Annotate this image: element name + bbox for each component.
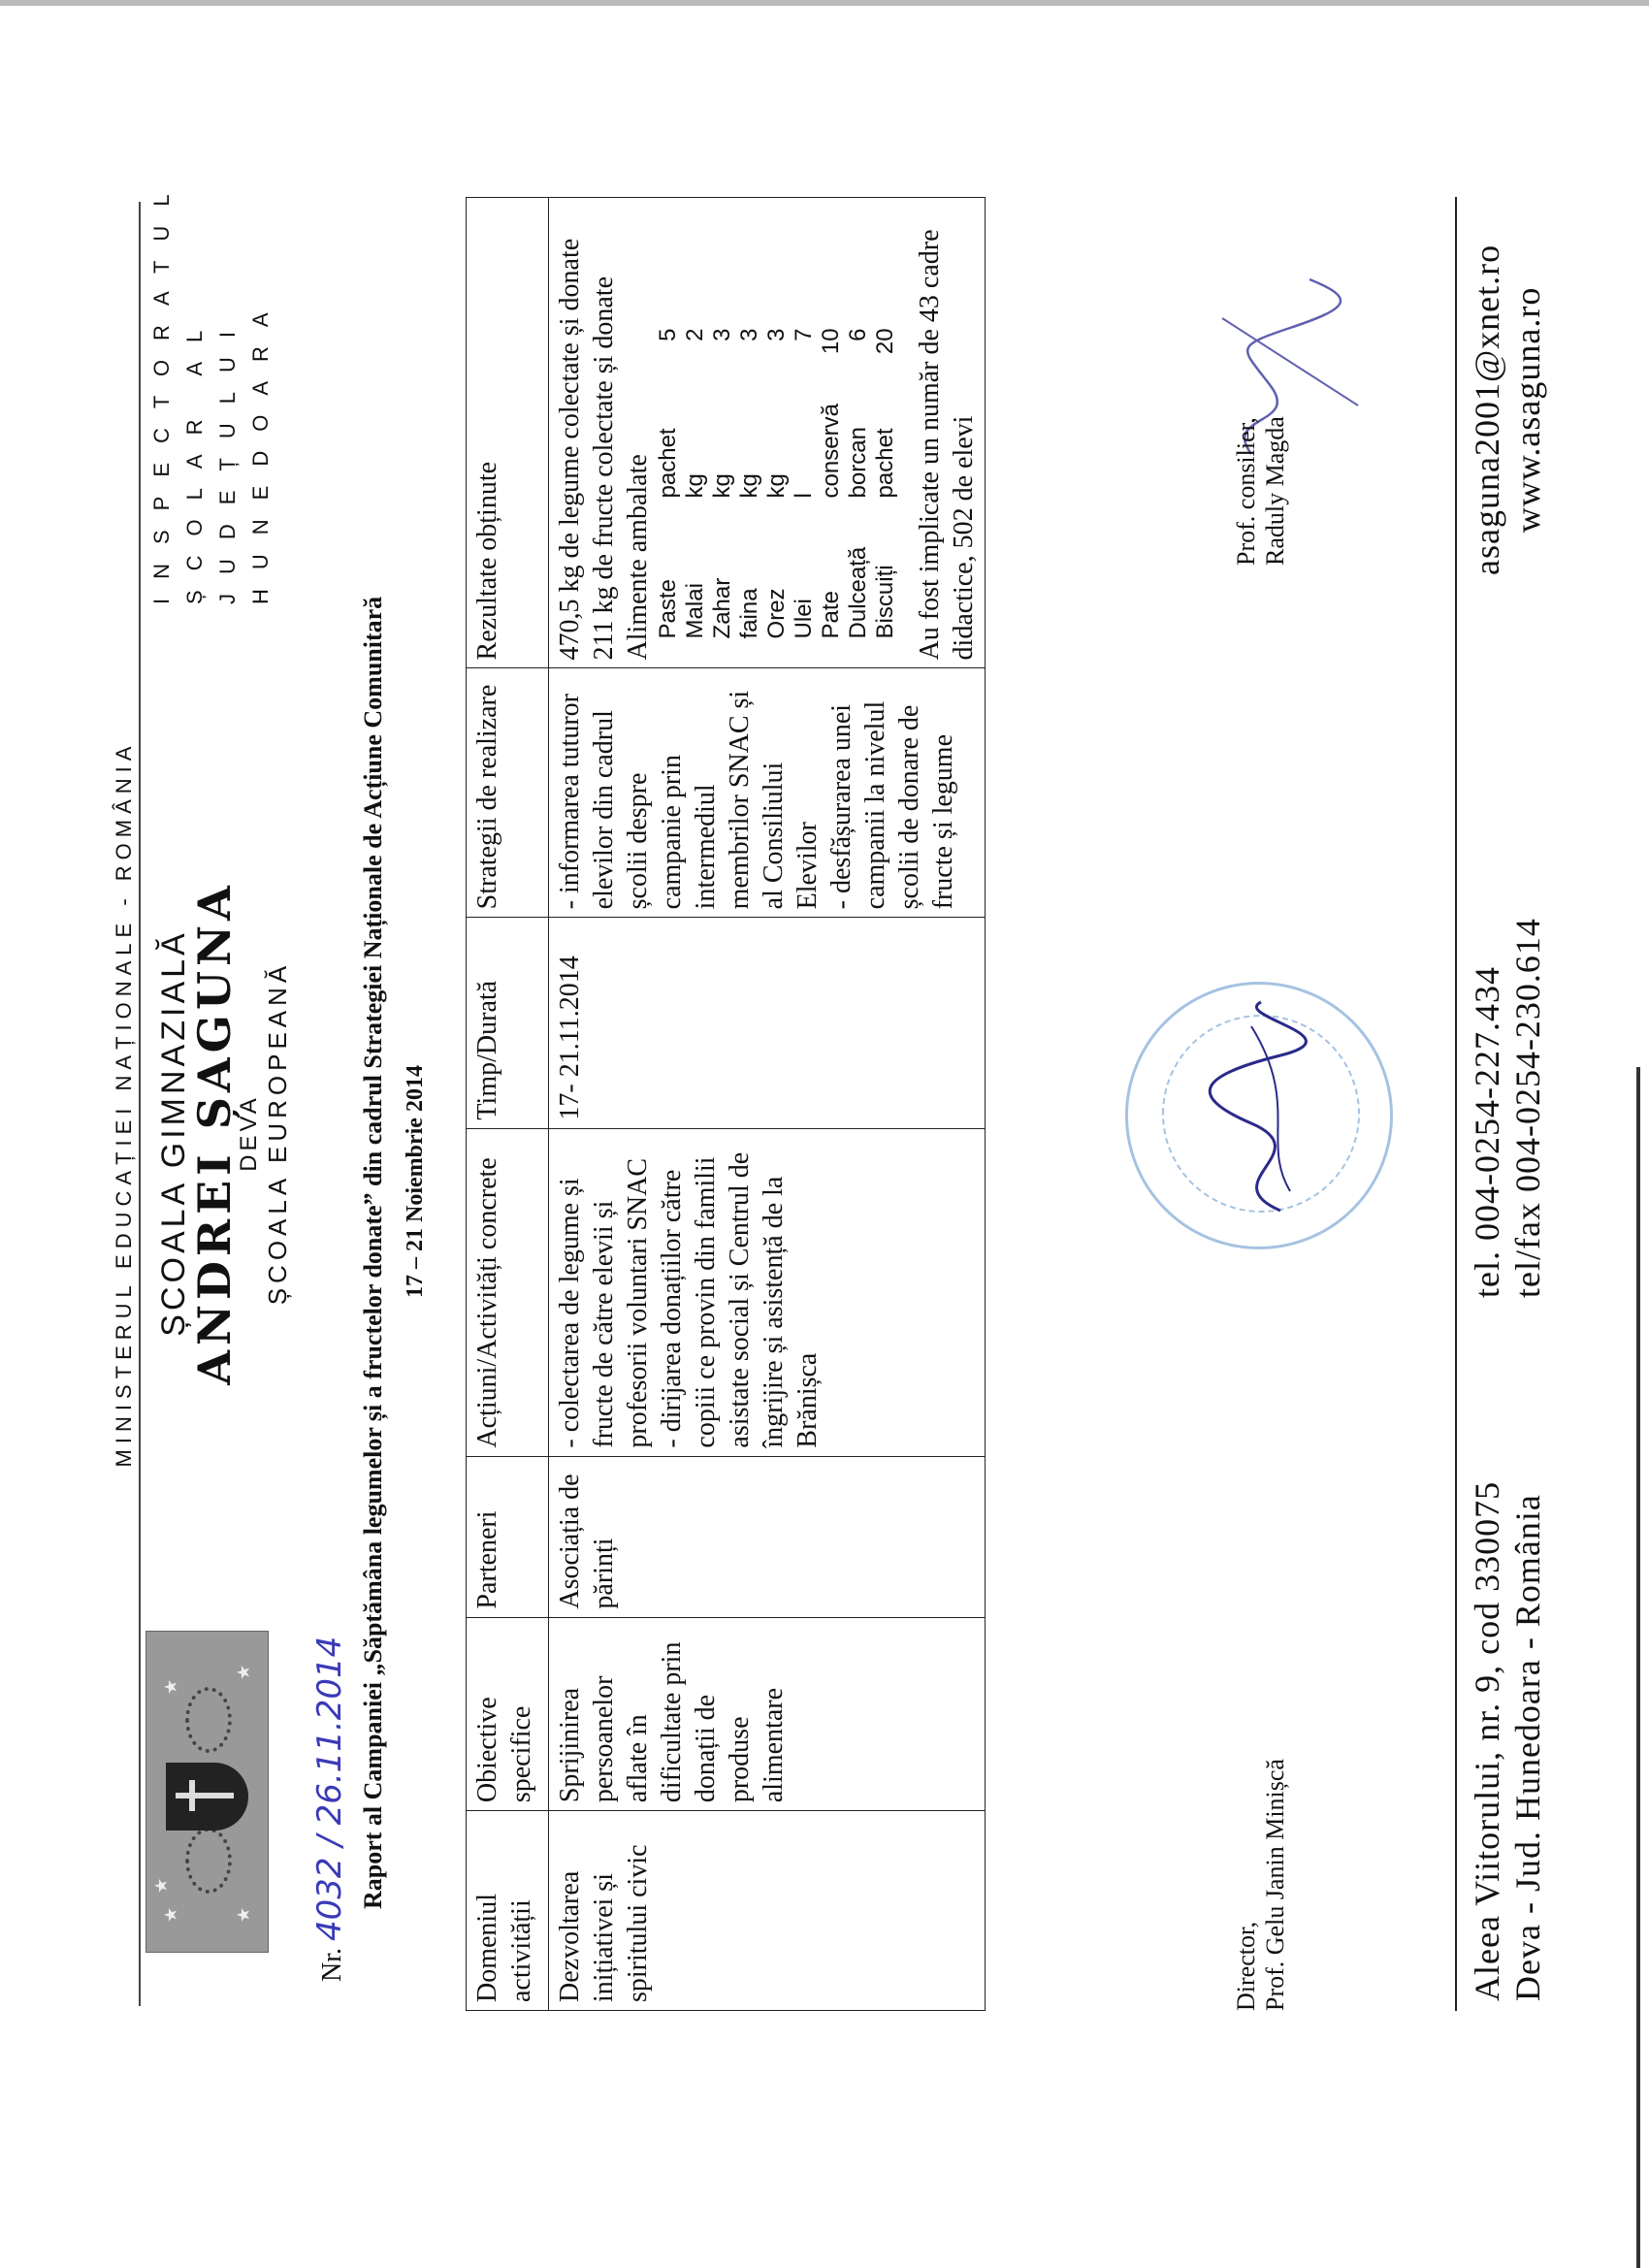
cell-parteneri: Asociația de părinți — [549, 1456, 986, 1617]
footer-website: www.asaguna.ro — [1508, 286, 1547, 534]
ministry-header: MINISTERUL EDUCAȚIEI NAȚIONALE - ROMÂNIA — [112, 202, 141, 2006]
footer-contact — [1467, 244, 1548, 575]
col-header: Domeniul activității — [467, 1811, 549, 2011]
cell-rezultate: 470,5 kg de legume colectate și donate 211 kg de fructe colectate și donate Alimente ambalate Paste pachet 5 Malai kg 2 Zahar kg 3 faina kg 3 Orez kg 3 Ulei l 7 Pate conservă 10 Dulceață borcan 6 Biscuiți pachet 20 Au fost implicate un număr de 43 cadre didactice, 502 de elevi — [549, 198, 986, 668]
star-icon: ★ — [151, 1877, 171, 1894]
footer-address: Aleea Viitorului, nr. 9, cod 330075 Deva - Jud. Hunedoara - România — [1468, 1480, 1547, 2001]
school-type: ȘCOALA GIMNAZIALĂ — [155, 929, 192, 1337]
school-tagline: ȘCOALA EUROPEANĂ — [263, 960, 292, 1306]
cross-icon — [176, 1793, 234, 1798]
col-header: Obiective specifice — [467, 1617, 549, 1811]
star-icon: ★ — [234, 1906, 253, 1923]
col-header: Timp/Durată — [467, 918, 549, 1128]
col-header: Acțiuni/Activități concrete — [467, 1128, 549, 1456]
school-city: DEVA — [236, 1094, 262, 1172]
cell-obiective: Sprijinirea persoanelor aflate în dificultate prin donații de produse alimentare — [549, 1617, 986, 1811]
footer-divider — [1455, 197, 1457, 2011]
laurel-icon — [185, 1828, 232, 1894]
participants-summary: Au fost implicate un număr de 43 cadre didactice, 502 de elevi — [915, 229, 979, 661]
food-items-list: Paste pachet 5 Malai kg 2 Zahar kg 3 faina kg 3 Orez kg 3 Ulei l 7 Pate conservă 10 Dulceață borcan 6 Biscuiți pachet 20 — [655, 328, 898, 639]
cell-timp: 17- 21.11.2014 — [549, 918, 986, 1128]
star-icon: ★ — [234, 1664, 253, 1680]
report-table — [466, 197, 986, 2011]
consilier-name: Raduly Magda — [1261, 416, 1289, 566]
director-block: Director, Prof. Gelu Janin Minișcă — [1232, 1759, 1289, 2011]
cell-strategii: - informarea tuturor elevilor din cadrul școlii despre campanie prin intermediul membrilor SNAC și al Consiliului Elevilor - desfășurarea unei campanii la nivelul școlii de donare de fructe și legume — [549, 668, 986, 918]
school-name-block — [155, 861, 293, 1405]
school-name: ANDREI ȘAGUNA — [188, 881, 241, 1385]
consilier-block: Prof. consilier, Raduly Magda — [1232, 416, 1289, 566]
table-header-row — [467, 198, 549, 2011]
school-logo — [146, 1631, 269, 1953]
col-header: Strategii de realizare — [467, 668, 549, 918]
col-header: Rezultate obținute — [467, 198, 549, 668]
cell-actiuni: - colectarea de legume și fructe de către elevii și profesorii voluntari SNAC - dirijarea donațiilor către copiii ce provin din familii asistate social și Centrul de îngrijire și asistență de la Brănișca — [549, 1128, 986, 1456]
footer-email: asaguna2001@xnet.ro — [1468, 243, 1506, 575]
col-header: Parteneri — [467, 1456, 549, 1617]
registration-number: Nr. 4032 / 26.11.2014 — [310, 1636, 349, 1982]
inspectorate-block: INSPECTORATUL ȘCOLAR AL JUDEȚULUI HUNEDOARA — [149, 175, 273, 604]
table-row — [549, 198, 986, 2011]
footer-phone: tel. 004-0254-227.434 tel/fax 004-0254-230.614 — [1468, 918, 1547, 1298]
report-title: Raport al Campaniei „Săptămâna legumelor și a fructelor donate” din cadrul Strategiei Naționale de Acțiune Comunitară — [359, 596, 387, 1909]
laurel-icon — [185, 1687, 232, 1753]
report-dates: 17 – 21 Noiembrie 2014 — [403, 1065, 428, 1298]
director-name: Prof. Gelu Janin Minișcă — [1261, 1759, 1289, 2011]
handwritten-number: 4032 / 26.11.2014 — [310, 1636, 349, 1941]
star-icon: ★ — [161, 1678, 180, 1695]
star-icon: ★ — [161, 1906, 180, 1923]
cell-domeniul: Dezvoltarea inițiativei și spiritului civic — [549, 1811, 986, 2011]
director-signature — [1193, 997, 1329, 1220]
